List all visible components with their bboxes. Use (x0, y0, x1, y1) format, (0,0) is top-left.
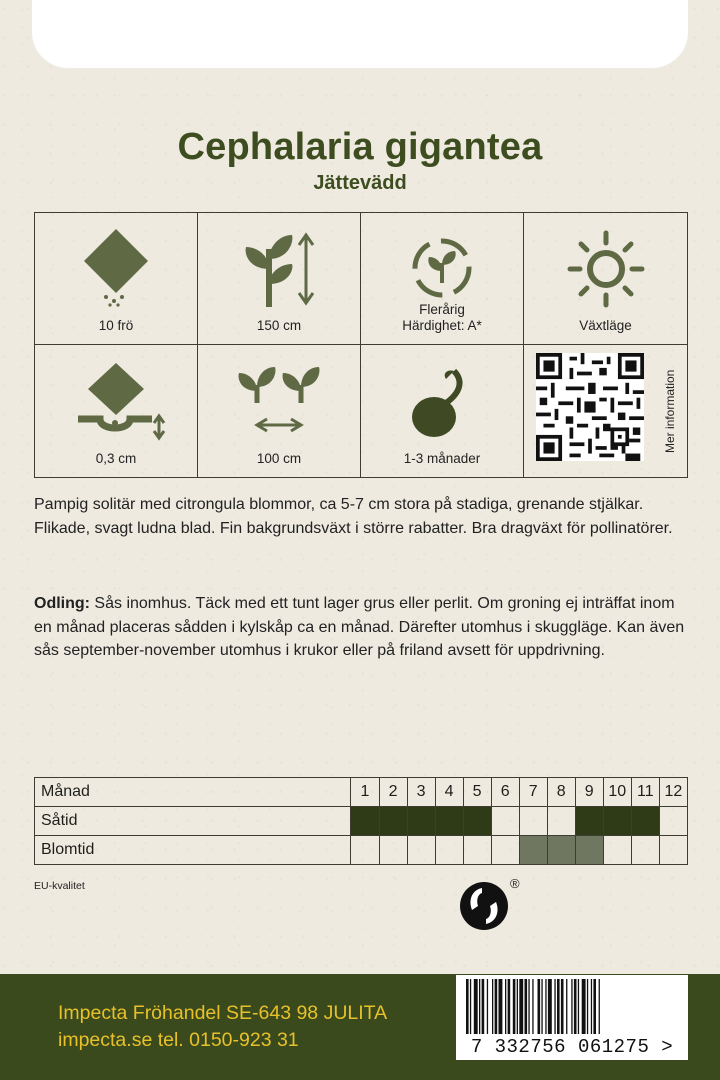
calendar-sow-row (35, 807, 688, 836)
barcode-bar (545, 979, 546, 1035)
green-dot-icon (458, 880, 510, 932)
qr-code-icon[interactable] (536, 353, 644, 461)
month-7: 7 (519, 778, 547, 807)
sow-row-label: Såtid (35, 807, 351, 836)
plant-spacing-icon (229, 363, 329, 443)
sowing-depth-icon (66, 361, 166, 441)
month-4: 4 (435, 778, 463, 807)
cell-seed-count (35, 213, 198, 345)
bloom-month-3 (407, 836, 435, 865)
barcode-bar (571, 979, 572, 1035)
more-info-label: Mer information (663, 369, 677, 453)
barcode-bar (548, 979, 552, 1035)
footer-company-line: Impecta Fröhandel SE-643 98 JULITA (58, 1002, 388, 1024)
sow-month-11-active (631, 807, 659, 836)
plant-height-label: 150 cm (256, 318, 302, 333)
calendar-month-row (35, 778, 688, 807)
sow-month-9-active (575, 807, 603, 836)
bloom-row-label: Blomtid (35, 836, 351, 865)
bloom-month-5 (463, 836, 491, 865)
month-5: 5 (463, 778, 491, 807)
sow-month-2-active (379, 807, 407, 836)
barcode-bar (582, 979, 586, 1035)
month-12: 12 (659, 778, 687, 807)
icon-grid (34, 212, 688, 478)
barcode-bar (482, 979, 485, 1035)
germination-label: 1-3 månader (403, 451, 481, 466)
barcode-bar (593, 979, 596, 1035)
sowing-calendar (34, 777, 688, 865)
cell-qr-code[interactable] (524, 345, 687, 477)
barcode-bar (513, 979, 516, 1035)
month-9: 9 (575, 778, 603, 807)
month-10: 10 (603, 778, 631, 807)
barcode-bar (538, 979, 541, 1035)
sun-icon (566, 229, 646, 309)
sowing-depth-label: 0,3 cm (95, 451, 137, 466)
month-3: 3 (407, 778, 435, 807)
barcode-bar (566, 979, 567, 1035)
hang-tab-cutout (32, 0, 688, 68)
sow-month-3-active (407, 807, 435, 836)
footer-contact-line: impecta.se tel. 0150-923 31 (58, 1029, 299, 1051)
sow-month-4-active (435, 807, 463, 836)
footer-address (58, 1000, 387, 1054)
cell-plant-spacing (198, 345, 361, 477)
plant-height-icon (234, 229, 324, 309)
seed-count-label: 10 frö (98, 318, 134, 333)
bloom-month-1 (351, 836, 379, 865)
barcode-bar (532, 979, 533, 1035)
plant-spacing-label: 100 cm (256, 451, 302, 466)
month-header: Månad (35, 778, 351, 807)
barcode-bars (462, 979, 682, 1035)
barcode-bar (541, 979, 542, 1035)
barcode-bar (492, 979, 493, 1035)
barcode-bar (578, 979, 579, 1035)
barcode-bar (505, 979, 506, 1035)
sow-month-5-active (463, 807, 491, 836)
barcode-bar (487, 979, 488, 1035)
barcode-bar (508, 979, 511, 1035)
sow-month-10-active (603, 807, 631, 836)
description-text: Pampig solitär med citrongula blommor, ca 5-7 cm stora på stadiga, grenande stjälkar. Flikade, svagt ludna blad. Fin bakgrundsväxt i större rabatter. Bra dragväxt för pollinatörer. (34, 496, 673, 537)
cell-germination (361, 345, 524, 477)
bloom-month-11 (631, 836, 659, 865)
cultivation-text (34, 592, 686, 663)
barcode-bar (554, 979, 555, 1035)
barcode-bar (561, 979, 564, 1035)
barcode-bar (466, 979, 469, 1035)
barcode-bar (591, 979, 592, 1035)
bloom-month-10 (603, 836, 631, 865)
sow-month-8 (547, 807, 575, 836)
sow-month-6 (491, 807, 519, 836)
barcode-bar (574, 979, 577, 1035)
germination-time-icon (402, 363, 482, 443)
bloom-month-8-active (547, 836, 575, 865)
bloom-month-12 (659, 836, 687, 865)
barcode-bar (528, 979, 529, 1035)
cell-sowing-depth (35, 345, 198, 477)
month-8: 8 (547, 778, 575, 807)
page-subtitle: Jättevädd (313, 172, 407, 194)
barcode-bar (495, 979, 498, 1035)
barcode-bar (519, 979, 523, 1035)
month-6: 6 (491, 778, 519, 807)
barcode-bar (517, 979, 518, 1035)
barcode-bar (470, 979, 471, 1035)
barcode-bar (474, 979, 478, 1035)
month-2: 2 (379, 778, 407, 807)
position-label: Växtläge (579, 318, 632, 333)
bloom-month-2 (379, 836, 407, 865)
cell-position (524, 213, 687, 345)
calendar-bloom-row (35, 836, 688, 865)
bloom-month-9-active (575, 836, 603, 865)
eu-quality-label: EU-kvalitet (34, 880, 85, 892)
sow-month-7 (519, 807, 547, 836)
registered-mark: ® (510, 876, 520, 891)
hardiness-line: Härdighet: A* (402, 318, 482, 333)
bloom-month-4 (435, 836, 463, 865)
cell-plant-height (198, 213, 361, 345)
cultivation-body: Sås inomhus. Täck med ett tunt lager grus eller perlit. Om groning ej inträffat inom en månad placeras sådden i kylskåp ca en månad. Därefter utomhus i skuggläge. Kan även sås september-november utomhus i krukor eller på friland avsett för uppdrivning. (34, 595, 685, 659)
cultivation-heading: Odling: (34, 595, 90, 612)
seed-packet-icon (76, 227, 156, 307)
month-11: 11 (631, 778, 659, 807)
barcode-bar (479, 979, 480, 1035)
barcode-bar (499, 979, 503, 1035)
perennial-line: Flerårig (419, 302, 465, 317)
month-1: 1 (351, 778, 379, 807)
sow-month-1-active (351, 807, 379, 836)
perennial-label (361, 302, 523, 334)
sow-month-12 (659, 807, 687, 836)
cell-perennial (361, 213, 524, 345)
bloom-month-7-active (519, 836, 547, 865)
barcode (456, 975, 688, 1060)
barcode-number: 7 332756 061275 > (456, 1034, 688, 1060)
barcode-bar (587, 979, 588, 1035)
barcode-bar (525, 979, 528, 1035)
barcode-bar (599, 979, 600, 1035)
page-title: Cephalaria gigantea (177, 126, 543, 168)
bloom-month-6 (491, 836, 519, 865)
barcode-bar (557, 979, 560, 1035)
perennial-cycle-icon (407, 233, 477, 303)
